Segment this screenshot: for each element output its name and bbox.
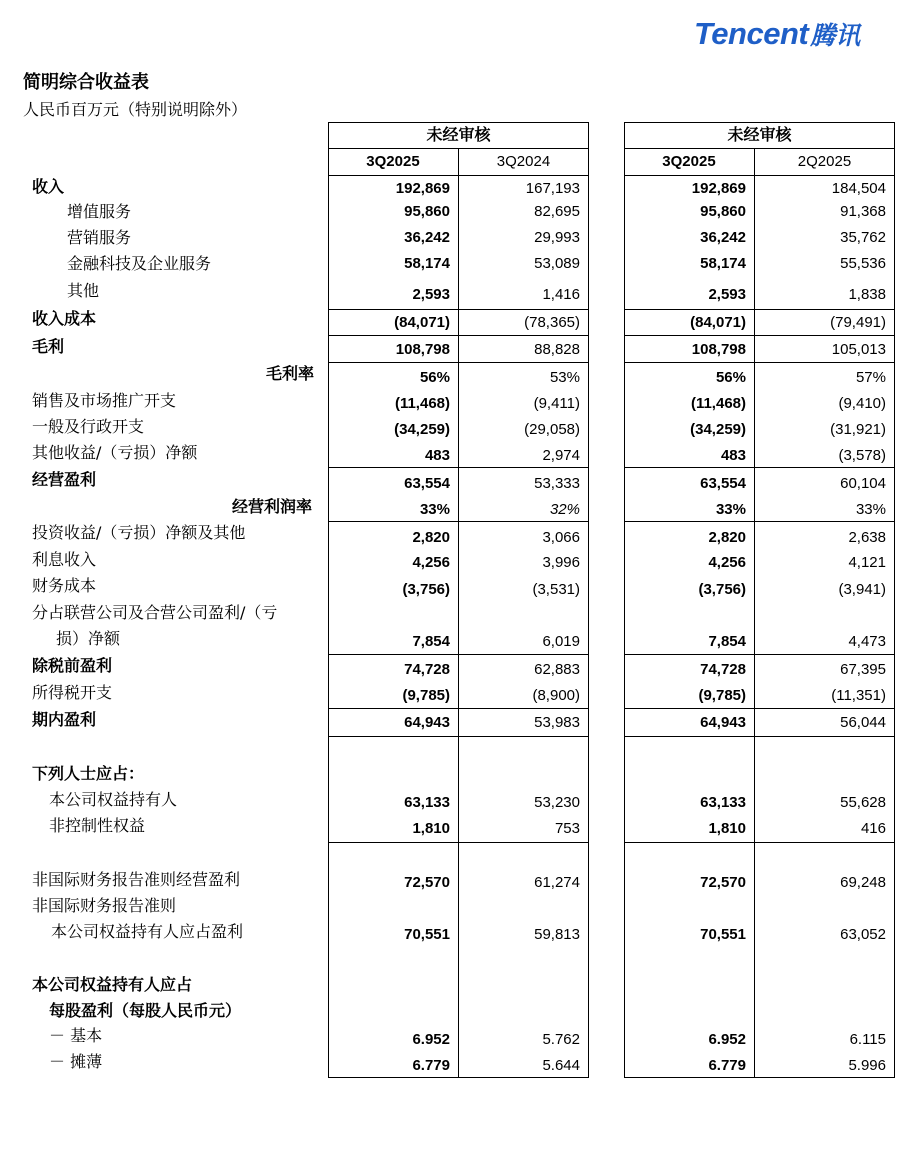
right-3q2025-cell: 58,174 <box>700 255 746 272</box>
left-3q2025-cell: 36,242 <box>404 229 450 246</box>
right-2q2025-cell: 57% <box>855 369 886 386</box>
right-3q2025-cell: 72,570 <box>700 874 746 891</box>
left-3q2025-cell: (34,259) <box>394 421 450 438</box>
left-3q2024-cell: 61,274 <box>534 874 580 891</box>
right-2q2025-cell: (31,921) <box>830 421 886 438</box>
left-3q2024-cell: 167,193 <box>525 180 580 197</box>
right-3q2025-cell: 63,133 <box>700 794 746 811</box>
row-label: 毛利 <box>32 337 65 356</box>
left-3q2025-cell: 4,256 <box>412 554 450 571</box>
right-3q2025-cell: (34,259) <box>690 421 746 438</box>
row-label: 收入成本 <box>32 309 97 328</box>
left-3q2025-cell: 1,810 <box>412 820 450 837</box>
row-label: 所得税开支 <box>32 683 113 702</box>
row-label: 财务成本 <box>32 576 97 595</box>
left-col2-header: 3Q2024 <box>496 153 551 170</box>
row-label: 增值服务 <box>67 202 132 221</box>
right-2q2025-cell: 91,368 <box>840 203 886 220</box>
rule <box>624 467 895 468</box>
right-3q2025-cell: 63,554 <box>700 475 746 492</box>
row-label: 分占联营公司及合营公司盈利/（亏 <box>32 603 278 622</box>
right-2q2025-cell: (3,578) <box>838 447 886 464</box>
left-3q2025-cell: 70,551 <box>404 926 450 943</box>
rule <box>624 736 895 737</box>
left-3q2024-cell: 53% <box>549 369 580 386</box>
rule <box>328 362 589 363</box>
rule <box>328 654 589 655</box>
left-3q2024-cell: (3,531) <box>532 581 580 598</box>
rule <box>328 175 589 176</box>
left-3q2025-cell: 483 <box>424 447 450 464</box>
left-3q2024-cell: 62,883 <box>534 661 580 678</box>
left-3q2025-cell: 108,798 <box>395 341 450 358</box>
row-label: 经营利润率 <box>232 497 313 516</box>
left-col1-header: 3Q2025 <box>366 153 420 170</box>
right-2q2025-cell: 55,628 <box>840 794 886 811</box>
rule <box>328 148 589 149</box>
rule <box>328 736 589 737</box>
row-label: 本公司权益持有人 <box>49 790 178 809</box>
right-3q2025-cell: (9,785) <box>698 687 746 704</box>
right-2q2025-cell: 35,762 <box>840 229 886 246</box>
right-3q2025-cell: 56% <box>715 369 746 386</box>
left-3q2024-cell: 3,066 <box>542 529 580 546</box>
left-3q2025-cell: 58,174 <box>404 255 450 272</box>
row-label: 经营盈利 <box>32 470 97 489</box>
right-3q2025-cell: 95,860 <box>700 203 746 220</box>
left-3q2024-cell: 5.644 <box>542 1057 580 1074</box>
row-label: 一般及行政开支 <box>32 417 145 436</box>
rule <box>328 309 589 310</box>
left-3q2025-cell: 63,133 <box>404 794 450 811</box>
row-label: 销售及市场推广开支 <box>32 391 177 410</box>
right-3q2025-cell: (11,468) <box>690 395 746 412</box>
left-3q2024-cell: 2,974 <box>542 447 580 464</box>
left-3q2025-cell: (3,756) <box>402 581 450 598</box>
rule <box>624 521 895 522</box>
right-3q2025-cell: 36,242 <box>700 229 746 246</box>
row-label: 除税前盈利 <box>32 656 113 675</box>
rule <box>624 654 895 655</box>
left-3q2025-cell: 7,854 <box>412 633 450 650</box>
row-label: 其他收益/（亏损）净额 <box>32 443 198 462</box>
right-2q2025-cell: 67,395 <box>840 661 886 678</box>
left-3q2025-cell: 56% <box>419 369 450 386</box>
left-3q2024-cell: 3,996 <box>542 554 580 571</box>
right-2q2025-cell: 1,838 <box>848 286 886 303</box>
rule <box>328 467 589 468</box>
right-3q2025-cell: 6.779 <box>708 1057 746 1074</box>
right-2q2025-cell: 105,013 <box>831 341 886 358</box>
left-3q2025-cell: 6.779 <box>412 1057 450 1074</box>
right-2q2025-cell: 2,638 <box>848 529 886 546</box>
row-label-cont: 本公司权益持有人应占盈利 <box>51 922 244 941</box>
row-label: － 摊薄 <box>49 1052 103 1071</box>
left-3q2024-cell: 6,019 <box>542 633 580 650</box>
rule <box>624 175 895 176</box>
left-3q2025-cell: 2,593 <box>412 286 450 303</box>
left-3q2025-cell: 95,860 <box>404 203 450 220</box>
right-2q2025-cell: 5.996 <box>848 1057 886 1074</box>
right-2q2025-cell: 56,044 <box>840 714 886 731</box>
logo-text-cn: 腾讯 <box>810 21 861 50</box>
right-2q2025-cell: 33% <box>855 501 886 518</box>
row-label: 非国际财务报告准则 <box>32 896 177 915</box>
row-label: 营销服务 <box>67 228 132 247</box>
left-3q2024-cell: (78,365) <box>524 314 580 331</box>
left-3q2024-cell: 32% <box>549 501 580 518</box>
left-3q2024-cell: 5.762 <box>542 1031 580 1048</box>
left-3q2025-cell: (84,071) <box>394 314 450 331</box>
right-3q2025-cell: (84,071) <box>690 314 746 331</box>
right-3q2025-cell: 2,820 <box>708 529 746 546</box>
left-3q2025-cell: (11,468) <box>394 395 450 412</box>
right-3q2025-cell: 483 <box>720 447 746 464</box>
left-3q2024-cell: (8,900) <box>532 687 580 704</box>
row-label-cont: 损）净额 <box>56 629 121 648</box>
rule <box>328 708 589 709</box>
left-3q2025-cell: 72,570 <box>404 874 450 891</box>
left-3q2025-cell: 2,820 <box>412 529 450 546</box>
row-label: 其他 <box>67 281 100 300</box>
right-header: 未经审核 <box>727 125 792 144</box>
rule <box>624 842 895 843</box>
row-label: 收入 <box>32 177 65 196</box>
right-2q2025-cell: 4,121 <box>848 554 886 571</box>
right-2q2025-cell: (11,351) <box>831 687 886 704</box>
left-3q2025-cell: 64,943 <box>404 714 450 731</box>
rule <box>624 362 895 363</box>
left-3q2025-cell: 63,554 <box>404 475 450 492</box>
left-3q2024-cell: 88,828 <box>534 341 580 358</box>
right-3q2025-cell: 7,854 <box>708 633 746 650</box>
left-3q2024-cell: 1,416 <box>542 286 580 303</box>
left-3q2024-cell: 53,230 <box>534 794 580 811</box>
left-3q2025-cell: 192,869 <box>395 180 450 197</box>
left-header: 未经审核 <box>426 125 491 144</box>
right-2q2025-cell: 4,473 <box>848 633 886 650</box>
rule <box>624 708 895 709</box>
row-label: 期内盈利 <box>32 710 97 729</box>
right-3q2025-cell: (3,756) <box>698 581 746 598</box>
right-3q2025-cell: 70,551 <box>700 926 746 943</box>
row-label: 本公司权益持有人应占 <box>32 975 193 994</box>
right-2q2025-cell: 63,052 <box>840 926 886 943</box>
rule <box>624 335 895 336</box>
row-label: 投资收益/（亏损）净额及其他 <box>32 523 246 542</box>
row-label: － 基本 <box>49 1026 103 1045</box>
left-3q2024-cell: (9,411) <box>533 395 580 412</box>
left-3q2024-cell: 53,333 <box>534 475 580 492</box>
row-label: 每股盈利（每股人民币元） <box>49 1001 242 1020</box>
left-3q2024-cell: 29,993 <box>534 229 580 246</box>
page-title: 简明综合收益表 <box>23 72 149 93</box>
right-col2-header: 2Q2025 <box>797 153 852 170</box>
rule <box>328 521 589 522</box>
row-label: 下列人士应占： <box>32 764 145 783</box>
row-label: 利息收入 <box>32 550 97 569</box>
rule <box>328 335 589 336</box>
right-3q2025-cell: 6.952 <box>708 1031 746 1048</box>
right-3q2025-cell: 74,728 <box>700 661 746 678</box>
right-2q2025-cell: 416 <box>860 820 886 837</box>
left-3q2024-cell: 82,695 <box>534 203 580 220</box>
left-3q2024-cell: 53,089 <box>534 255 580 272</box>
right-2q2025-cell: 6.115 <box>849 1031 886 1048</box>
row-label: 非控制性权益 <box>49 816 146 835</box>
left-3q2024-cell: 53,983 <box>534 714 580 731</box>
row-label: 非国际财务报告准则经营盈利 <box>32 870 241 889</box>
left-3q2024-cell: 59,813 <box>534 926 580 943</box>
right-3q2025-cell: 4,256 <box>708 554 746 571</box>
right-3q2025-cell: 1,810 <box>708 820 746 837</box>
right-2q2025-cell: 184,504 <box>831 180 886 197</box>
row-label: 金融科技及企业服务 <box>67 254 212 273</box>
tencent-logo <box>694 14 884 54</box>
right-col1-header: 3Q2025 <box>662 153 716 170</box>
rule <box>624 148 895 149</box>
right-3q2025-cell: 192,869 <box>691 180 746 197</box>
right-2q2025-cell: (3,941) <box>838 581 886 598</box>
right-3q2025-cell: 108,798 <box>691 341 746 358</box>
rule <box>624 309 895 310</box>
left-3q2025-cell: (9,785) <box>402 687 450 704</box>
row-label: 毛利率 <box>266 364 315 383</box>
left-3q2024-cell: (29,058) <box>524 421 580 438</box>
right-2q2025-cell: (9,410) <box>838 395 886 412</box>
left-3q2024-cell: 753 <box>554 820 580 837</box>
right-2q2025-cell: (79,491) <box>830 314 886 331</box>
logo-text-en: Tencent <box>694 16 809 51</box>
left-3q2025-cell: 74,728 <box>404 661 450 678</box>
right-2q2025-cell: 69,248 <box>840 874 886 891</box>
right-3q2025-cell: 2,593 <box>708 286 746 303</box>
right-3q2025-cell: 64,943 <box>700 714 746 731</box>
right-3q2025-cell: 33% <box>715 501 746 518</box>
left-3q2025-cell: 33% <box>419 501 450 518</box>
page-subtitle: 人民币百万元（特别说明除外） <box>23 100 248 119</box>
rule <box>328 842 589 843</box>
right-2q2025-cell: 60,104 <box>840 475 886 492</box>
right-2q2025-cell: 55,536 <box>840 255 886 272</box>
left-3q2025-cell: 6.952 <box>412 1031 450 1048</box>
